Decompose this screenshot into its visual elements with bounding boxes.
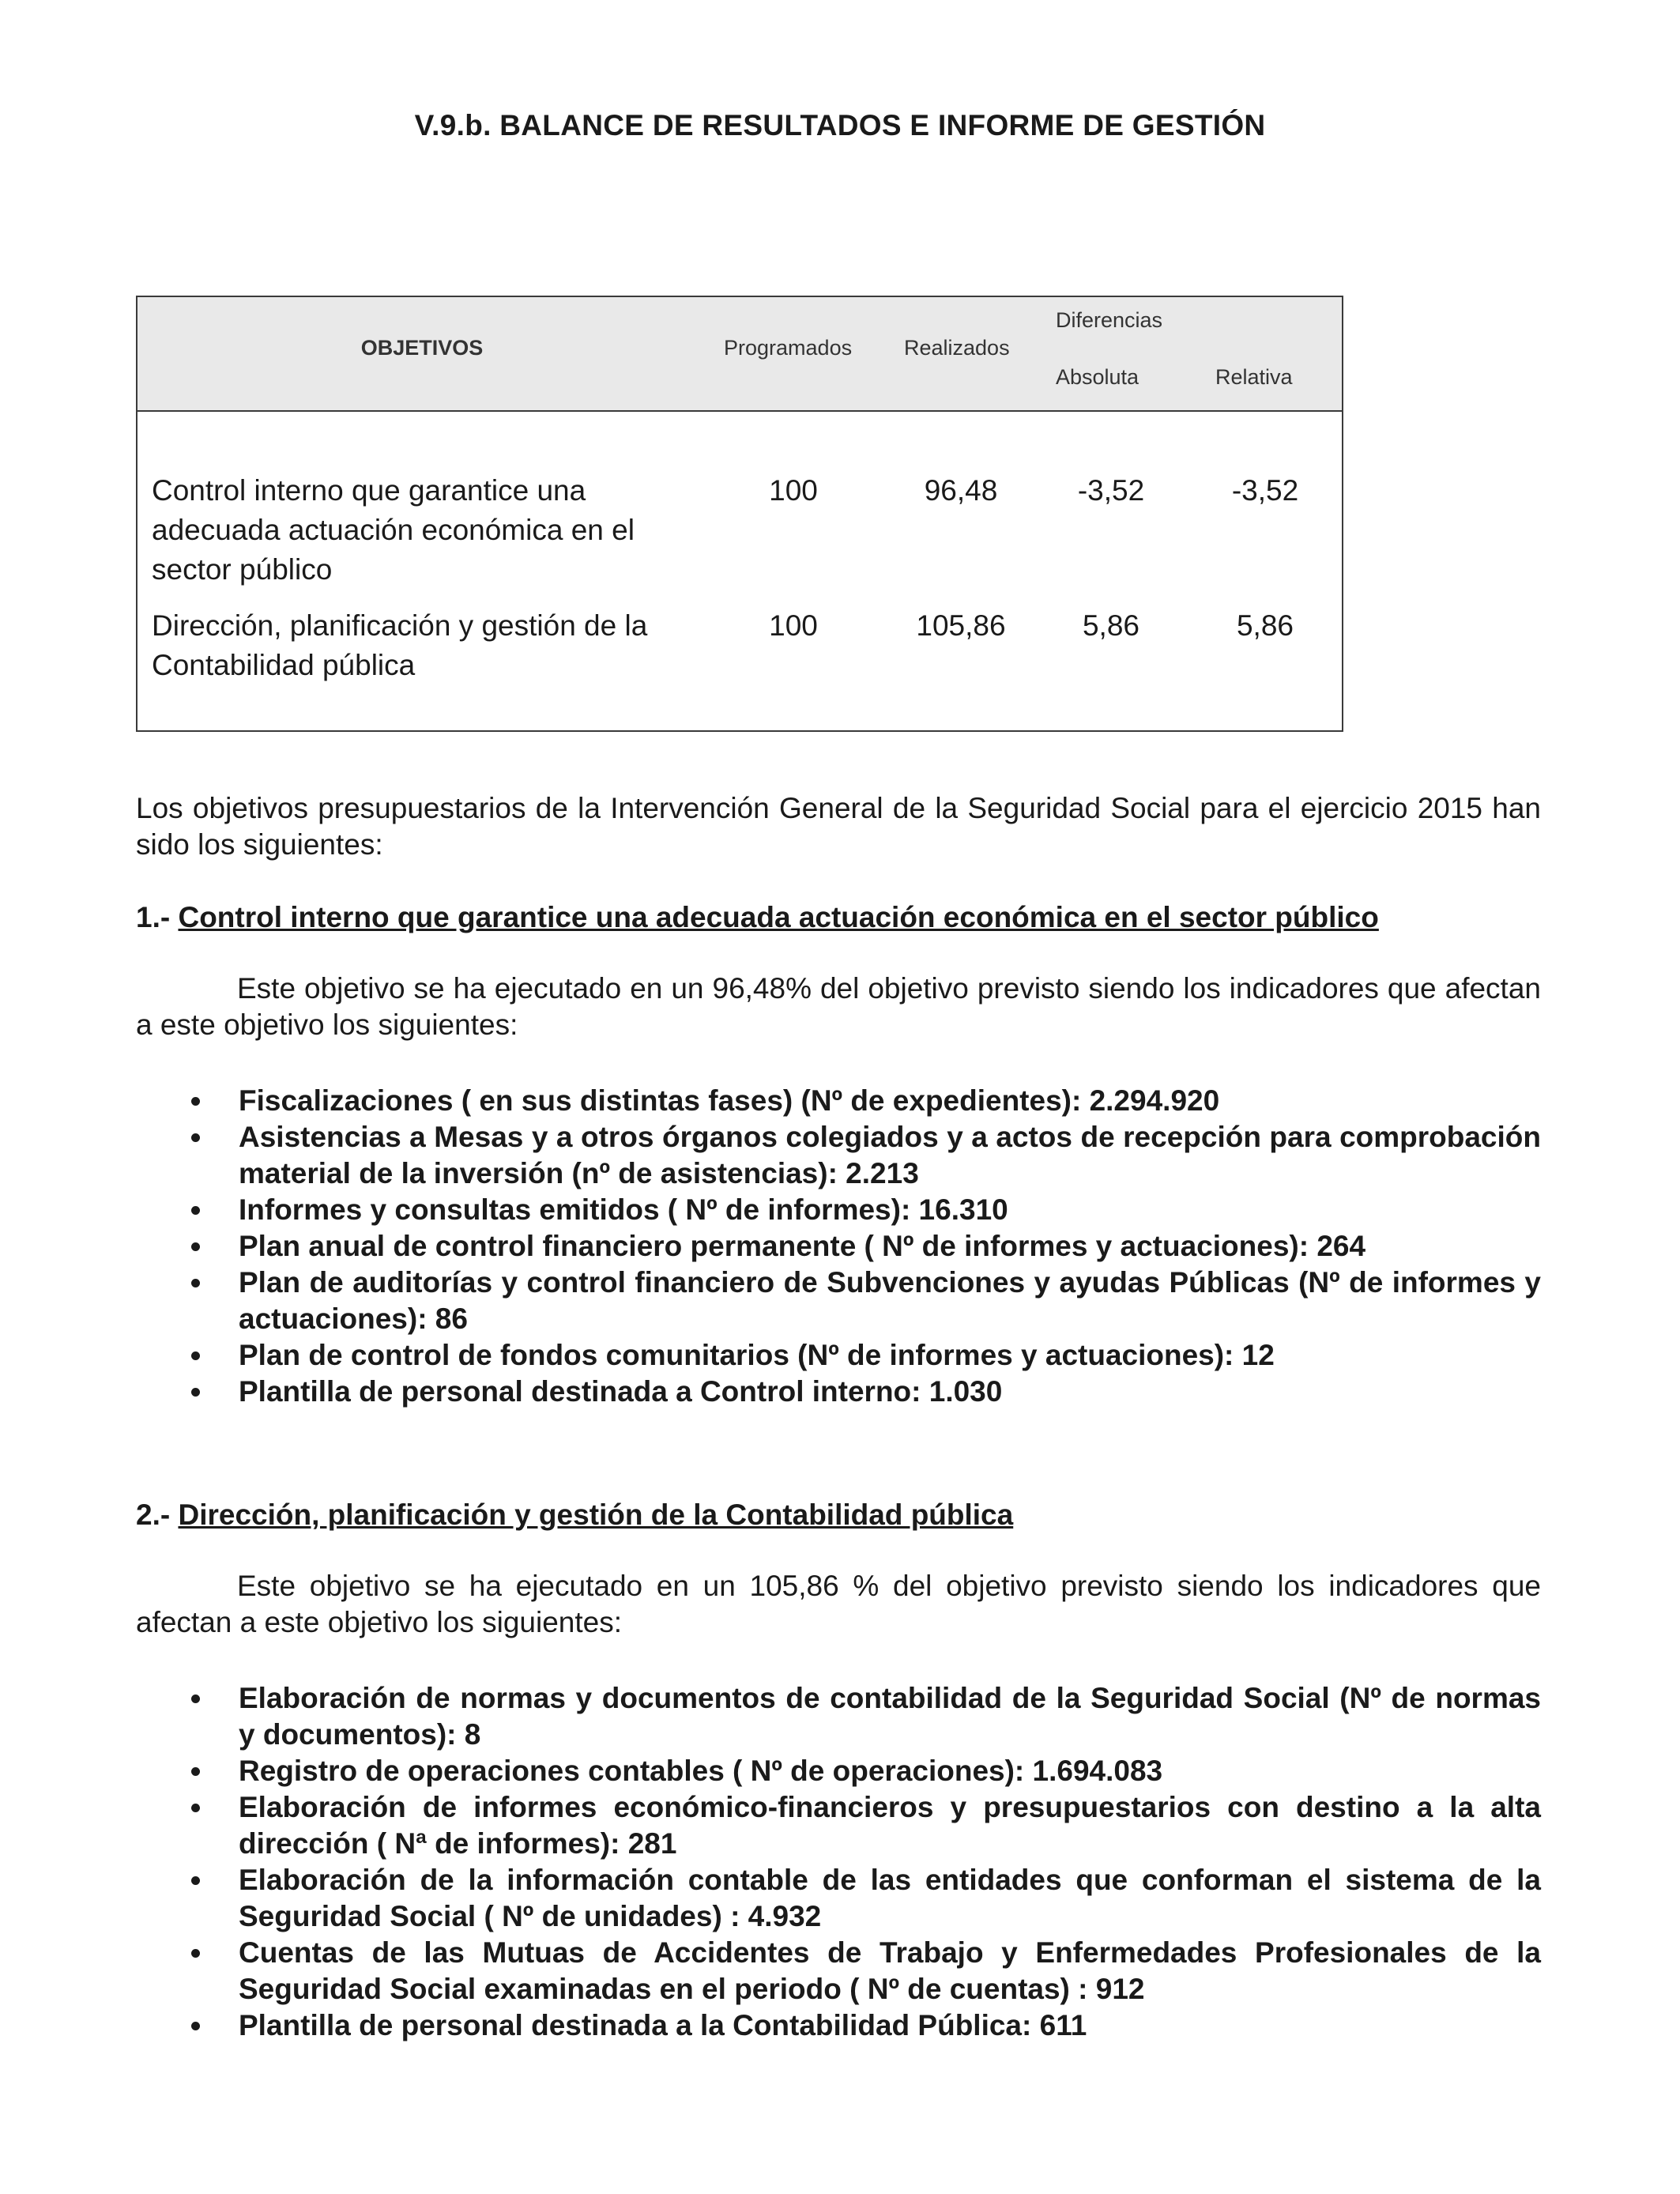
bullet-icon [191,1949,200,1958]
header-programados: Programados [724,336,853,360]
header-diferencias: Diferencias [1056,308,1163,332]
intro-paragraph: Los objetivos presupuestarios de la Intervención General de la Seguridad Social para el ejercicio 2015 han sido los siguientes: [136,792,1541,861]
header-absoluta: Absoluta [1056,365,1139,389]
bullet-icon [191,1097,200,1106]
list-item: Asistencias a Mesas y a otros órganos colegiados y a actos de recepción para comprobación material de la inversión (nº de asistencias): 2.213 [136,1119,1541,1192]
list-item: Elaboración de normas y documentos de contabilidad de la Seguridad Social (Nº de normas y documentos): 8 [136,1680,1541,1753]
table-header [137,297,1342,412]
bullet-icon [191,1351,200,1360]
list-item: Plantilla de personal destinada a Control interno: 1.030 [136,1374,1541,1410]
bullet-icon [191,1133,200,1142]
page-title: V.9.b. BALANCE DE RESULTADOS E INFORME DE GESTIÓN [414,109,1266,141]
list-item: Elaboración de la información contable de las entidades que conforman el sistema de la Seguridad Social ( Nº de unidades) : 4.932 [136,1862,1541,1935]
list-item: Elaboración de informes económico-financieros y presupuestarios con destino a la alta dirección ( Nª de informes): 281 [136,1789,1541,1862]
section-1-indicator-list [136,1083,1541,1410]
bullet-icon [191,1206,200,1215]
list-item: Informes y consultas emitidos ( Nº de informes): 16.310 [136,1192,1541,1228]
cell-relativa: -3,52 [1231,474,1299,507]
objective-line: adecuada actuación económica en el [152,514,635,546]
bullet-icon [191,1242,200,1251]
section-2-number: 2.- [136,1498,179,1531]
section-2-paragraph: Este objetivo se ha ejecutado en un 105,86 % del objetivo previsto siendo los indicadores que afectan a este objetivo los siguientes: [136,1570,1541,1638]
section-1-heading [136,901,1541,934]
cell-realizados: 96,48 [924,474,998,507]
bullet-icon [191,1388,200,1397]
bullet-icon [191,1695,200,1703]
cell-programados: 100 [769,474,818,507]
header-realizados: Realizados [904,336,1010,360]
section-2-title: Dirección, planificación y gestión de la Contabilidad pública [178,1498,1014,1531]
section-1-paragraph: Este objetivo se ha ejecutado en un 96,48% del objetivo previsto siendo los indicadores que afectan a este objetivo los siguientes: [136,972,1541,1041]
header-relativa: Relativa [1215,365,1293,389]
cell-realizados: 105,86 [916,609,1006,642]
section-2-heading [136,1498,1541,1532]
objective-line: Contabilidad pública [152,649,416,681]
cell-absoluta: -3,52 [1077,474,1145,507]
section-1-number: 1.- [136,901,179,933]
list-item: Plantilla de personal destinada a la Contabilidad Pública: 611 [136,2007,1541,2044]
objective-line: Control interno que garantice una [152,474,586,507]
bullet-icon [191,1767,200,1776]
list-item: Plan de auditorías y control financiero de Subvenciones y ayudas Públicas (Nº de informes y actuaciones): 86 [136,1265,1541,1337]
list-item: Cuentas de las Mutuas de Accidentes de Trabajo y Enfermedades Profesionales de la Seguridad Social examinadas en el periodo ( Nº de cuentas) : 912 [136,1935,1541,2007]
objectives-table [136,296,1343,732]
cell-absoluta: 5,86 [1082,609,1139,642]
objective-line: sector público [152,553,333,586]
header-objetivos: OBJETIVOS [360,336,484,360]
list-item: Plan anual de control financiero permanente ( Nº de informes y actuaciones): 264 [136,1228,1541,1265]
cell-programados: 100 [769,609,818,642]
table-row-objective [152,471,705,590]
table-row-objective [152,606,705,685]
list-item: Plan de control de fondos comunitarios (Nº de informes y actuaciones): 12 [136,1337,1541,1374]
list-item: Fiscalizaciones ( en sus distintas fases) (Nº de expedientes): 2.294.920 [136,1083,1541,1119]
bullet-icon [191,1804,200,1812]
bullet-icon [191,2022,200,2030]
cell-relativa: 5,86 [1236,609,1294,642]
section-1-title: Control interno que garantice una adecuada actuación económica en el sector público [178,901,1379,933]
list-item: Registro de operaciones contables ( Nº de operaciones): 1.694.083 [136,1753,1541,1789]
objective-line: Dirección, planificación y gestión de la [152,609,648,642]
bullet-icon [191,1876,200,1885]
section-2-indicator-list [136,1680,1541,2044]
bullet-icon [191,1279,200,1287]
